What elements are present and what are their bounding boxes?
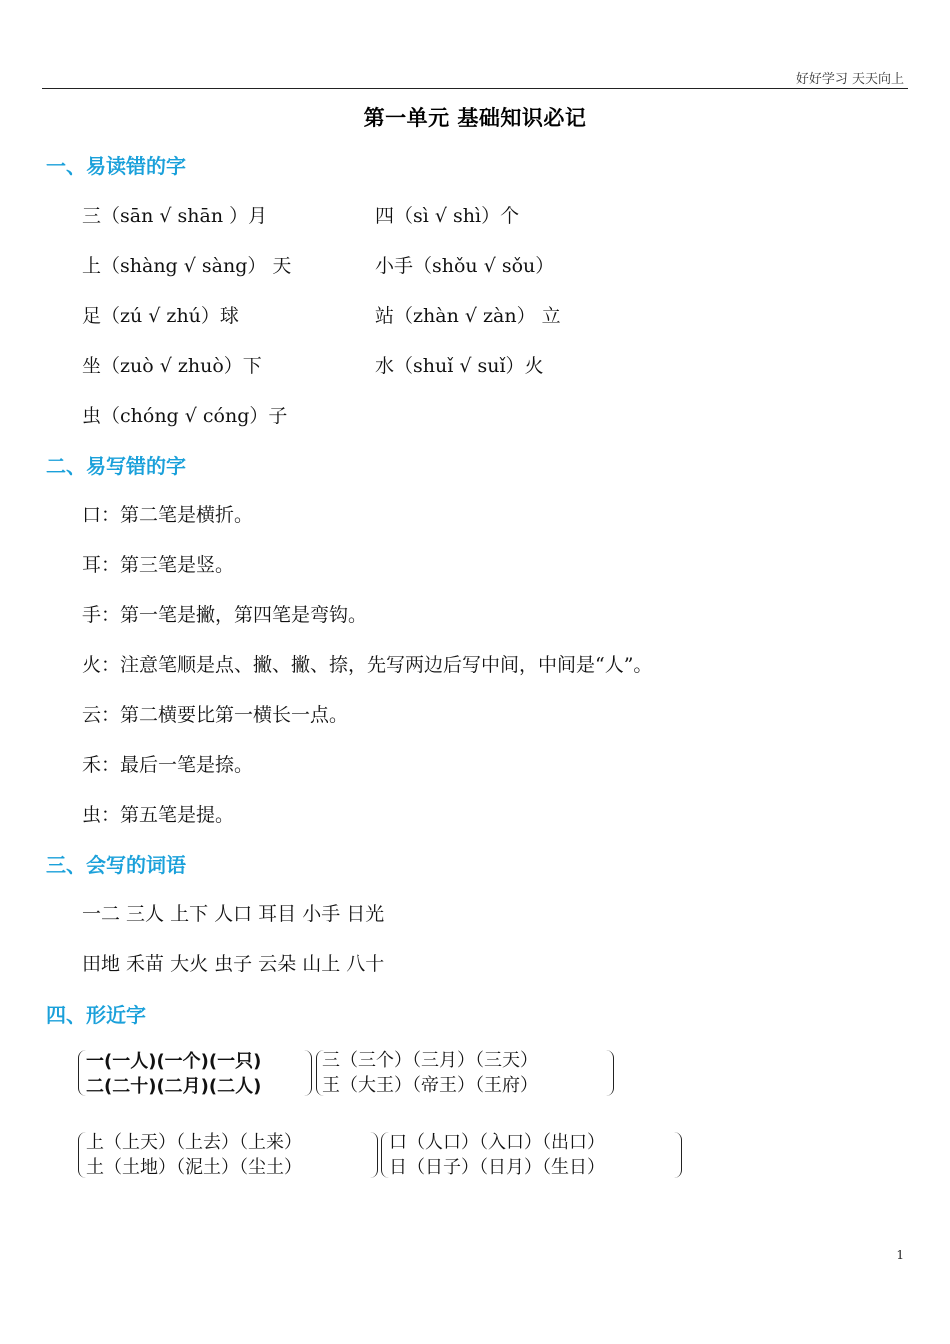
right-brace <box>606 1050 614 1096</box>
reading-item: 水（shuǐ √ suǐ）火 <box>375 355 544 377</box>
section-heading-3: 三、会写的词语 <box>46 853 186 877</box>
word-list: 一二 三人 上下 人口 耳目 小手 日光 <box>82 903 385 925</box>
reading-item: 虫（chóng √ cóng）子 <box>82 405 288 427</box>
writing-note: 虫：第五笔是提。 <box>82 804 235 826</box>
reading-item: 三（sān √ shān ）月 <box>82 205 268 227</box>
similar-char-line: 土（土地）（泥土）（尘土） <box>86 1157 302 1178</box>
writing-note: 禾：最后一笔是捺。 <box>82 754 254 776</box>
left-brace <box>78 1132 86 1178</box>
similar-char-line: 王（大王）（帝王）（王府） <box>322 1075 538 1096</box>
similar-char-line: 上（上天）（上去）（上来） <box>86 1132 302 1153</box>
similar-char-line: 三（三个）（三月）（三天） <box>322 1050 538 1071</box>
writing-note: 火：注意笔顺是点、撇、撇、捺，先写两边后写中间，中间是“人”。 <box>82 654 653 676</box>
writing-note: 手：第一笔是撇，第四笔是弯钩。 <box>82 604 368 626</box>
left-brace <box>381 1132 389 1178</box>
section-heading-4: 四、形近字 <box>46 1003 146 1027</box>
right-brace <box>304 1050 312 1096</box>
similar-char-line: 二(二十)(二月)(二人) <box>86 1076 262 1097</box>
page-title: 第一单元 基础知识必记 <box>363 106 587 130</box>
reading-item: 上（shàng √ sàng） 天 <box>82 255 292 277</box>
word-list: 田地 禾苗 大火 虫子 云朵 山上 八十 <box>82 953 385 975</box>
reading-item: 四（sì √ shì）个 <box>375 205 520 227</box>
writing-note: 云：第二横要比第一横长一点。 <box>82 704 349 726</box>
reading-item: 足（zú √ zhú）球 <box>82 305 239 327</box>
left-brace <box>78 1050 86 1096</box>
section-heading-2: 二、易写错的字 <box>46 454 186 478</box>
reading-item: 站（zhàn √ zàn） 立 <box>375 305 561 327</box>
similar-char-line: 口（人口）（入口）（出口） <box>389 1132 605 1153</box>
right-brace <box>674 1132 682 1178</box>
header-divider <box>42 88 908 89</box>
header-motto: 好好学习 天天向上 <box>795 72 904 87</box>
writing-note: 口：第二笔是横折。 <box>82 504 254 526</box>
reading-item: 小手（shǒu √ sǒu） <box>375 255 555 277</box>
page-number: 1 <box>896 1248 904 1262</box>
right-brace <box>370 1132 378 1178</box>
section-heading-1: 一、易读错的字 <box>46 154 186 178</box>
similar-char-line: 日（日子）（日月）（生日） <box>389 1157 605 1178</box>
writing-note: 耳：第三笔是竖。 <box>82 554 235 576</box>
similar-char-line: 一(一人)(一个)(一只) <box>86 1051 262 1072</box>
reading-item: 坐（zuò √ zhuò）下 <box>82 355 262 377</box>
